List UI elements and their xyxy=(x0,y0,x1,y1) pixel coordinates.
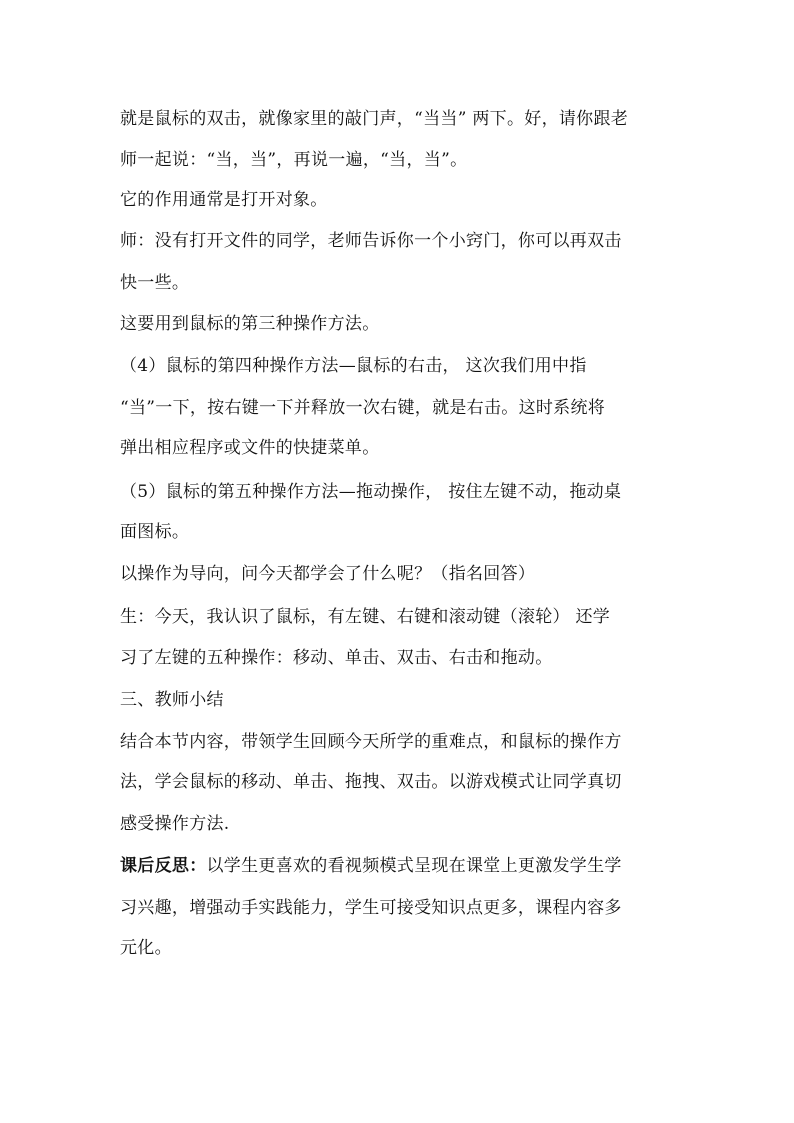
text-line-11: 面图标。 xyxy=(120,522,190,542)
text-line-12: 以操作为导向，问今天都学会了什么呢？（指名回答） xyxy=(120,564,536,584)
text-line-10: （5）鼠标的第五种操作方法—拖动操作， 按住左键不动，拖动桌 xyxy=(120,482,622,502)
reflection-text: 以学生更喜欢的看视频模式呈现在课堂上更激发学生学 xyxy=(206,856,622,876)
text-line-3: 它的作用通常是打开对象。 xyxy=(120,190,328,210)
reflection-label: 课后反思： xyxy=(120,856,207,876)
text-line-14: 习了左键的五种操作：移动、单击、双击、右击和拖动。 xyxy=(120,648,553,668)
text-line-1: 就是鼠标的双击，就像家里的敲门声，“当当” 两下。好，请你跟老 xyxy=(120,109,629,129)
reflection-line-1 xyxy=(120,855,622,877)
text-line-16: 结合本节内容，带领学生回顾今天所学的重难点，和鼠标的操作方 xyxy=(120,732,622,752)
text-line-13: 生：今天，我认识了鼠标，有左键、右键和滚动键（滚轮） 还学 xyxy=(120,607,611,627)
text-line-8: “当”一下，按右键一下并释放一次右键，就是右击。这时系统将 xyxy=(120,398,606,418)
text-line-2: 师一起说：“当，当”，再说一遍，“当，当”。 xyxy=(120,150,468,170)
text-line-5: 快一些。 xyxy=(120,273,190,293)
text-line-6: 这要用到鼠标的第三种操作方法。 xyxy=(120,314,380,334)
text-line-18: 感受操作方法. xyxy=(120,814,230,834)
text-line-17: 法，学会鼠标的移动、单击、拖拽、双击。以游戏模式让同学真切 xyxy=(120,772,622,792)
text-line-7: （4）鼠标的第四种操作方法—鼠标的右击， 这次我们用中指 xyxy=(120,356,587,376)
reflection-line-3: 元化。 xyxy=(120,938,172,958)
text-line-9: 弹出相应程序或文件的快捷菜单。 xyxy=(120,438,380,458)
section-heading: 三、教师小结 xyxy=(120,690,224,710)
reflection-line-2: 习兴趣，增强动手实践能力，学生可接受知识点更多，课程内容多 xyxy=(120,898,622,918)
text-line-4: 师：没有打开文件的同学，老师告诉你一个小窍门，你可以再双击 xyxy=(120,231,622,251)
